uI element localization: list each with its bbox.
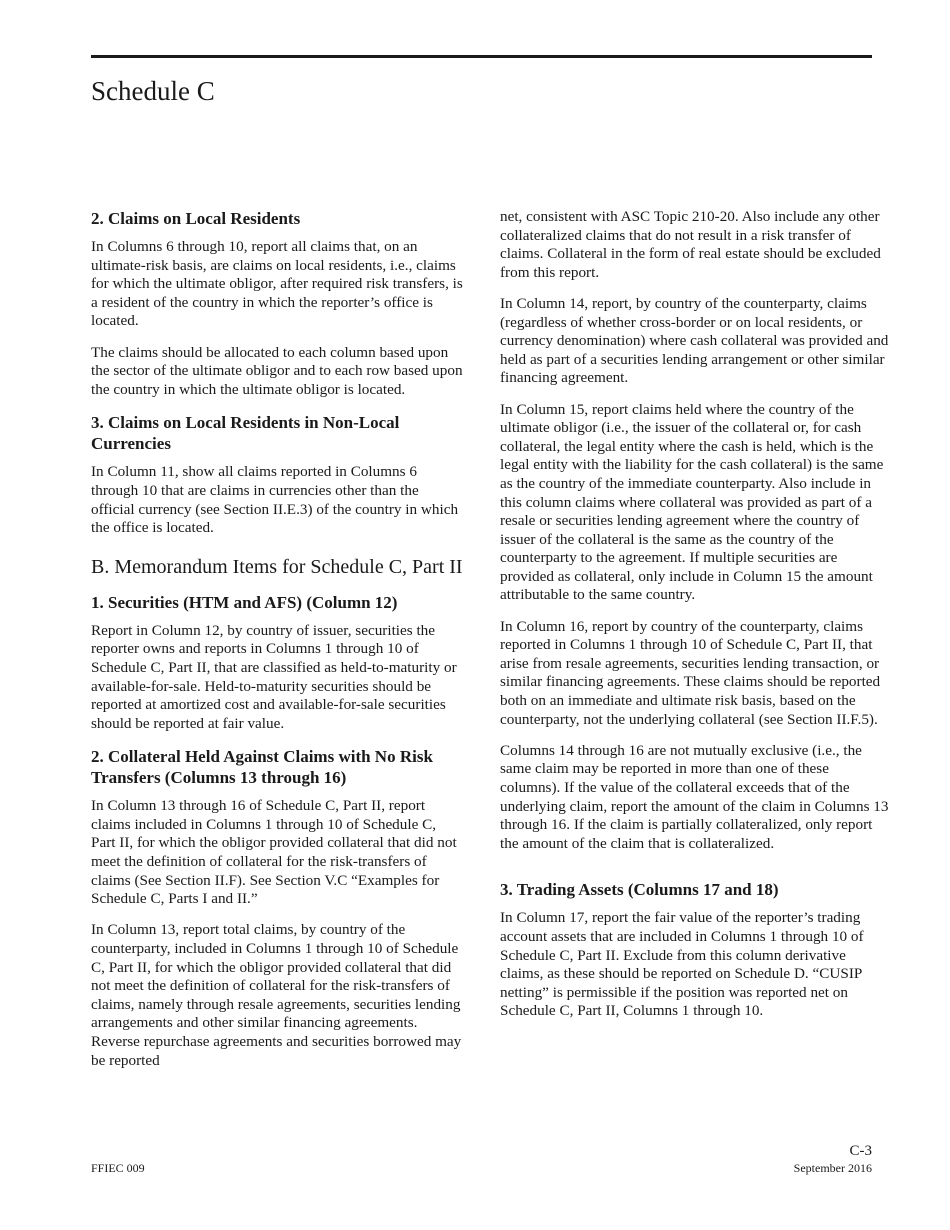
paragraph: In Column 15, report claims held where the country of the ultimate obligor (i.e., the issuer of the collateral or, for cash collateral, the legal entity where the cash is held, which is the legal entity with the liability for the cash collateral) is the same as the country of the immediate counterparty. Also include in this column claims where collateral was provided as part of a resale or securities lending agreement where the country of issuer of the collateral is the same as the country of the counterparty to the agreement. If multiple securities are provided as collateral, only include in Column 15 the amount attributable to the same country. — [500, 400, 884, 604]
paragraph: In Column 14, report, by country of the counterparty, claims (regardless of whether cross-border or on local residents, or currency denomination) where cash collateral was provided and held as part of a securities lending arrangement or other similar financing agreement. — [500, 294, 889, 387]
paragraph: In Columns 6 through 10, report all claims that, on an ultimate-risk basis, are claims on local residents, i.e., claims for which the ultimate obligor, after required risk transfers, is a resident of the country in which the reporter’s office is located. — [91, 238, 463, 330]
heading-memorandum-items: B. Memorandum Items for Schedule C, Part II — [91, 555, 463, 578]
paragraph: In Column 11, show all claims reported in Columns 6 through 10 that are claims in currencies other than the official currency (see Section II.E.3) of the country in which the office is located. — [91, 463, 459, 537]
right-column — [500, 208, 890, 1034]
footer-page-info — [794, 1143, 872, 1175]
heading-securities: 1. Securities (HTM and AFS) (Column 12) — [91, 592, 398, 612]
heading-claims-local-residents: 2. Claims on Local Residents — [91, 209, 301, 228]
paragraph: net, consistent with ASC Topic 210-20. Also include any other collateralized claims that do not result in a risk transfer of claims. Collateral in the form of real estate should be excluded from this report. — [500, 208, 881, 281]
header-rule — [91, 55, 872, 58]
heading-non-local-currencies: 3. Claims on Local Residents in Non-Local Currencies — [91, 413, 400, 454]
footer-date: September 2016 — [793, 1161, 872, 1175]
footer-form-id: FFIEC 009 — [91, 1161, 145, 1175]
paragraph: In Column 17, report the fair value of the reporter’s trading account assets that are included in Columns 1 through 10 of Schedule C, Part II. Exclude from this column derivative claims, as these should be reported on Schedule D. “CUSIP netting” is permissible if the position was reported net on Schedule C, Part II, Columns 1 through 10. — [500, 909, 864, 1020]
paragraph: The claims should be allocated to each column based upon the sector of the ultimate obligor and to each row based upon the country in which the ultimate obligor is located. — [91, 343, 463, 398]
paragraph: Report in Column 12, by country of issuer, securities the reporter owns and reports in Columns 1 through 10 of Schedule C, Part II, that are classified as held-to-maturity or available-for-sale. Held-to-maturity securities should be reported at amortized cost and available-for-sale securities should be reported at fair value. — [91, 621, 457, 732]
paragraph: In Column 13, report total claims, by country of the counterparty, included in Columns 1 through 10 of Schedule C, Part II, for which the obligor provided collateral that did not meet the definition of collateral for the risk-transfers of claims, namely through resale agreements, securities lending arrangements and other similar financing agreements. Reverse repurchase agreements and securities borrowed may be reported — [91, 921, 462, 1069]
page-number: C-3 — [849, 1143, 872, 1159]
heading-trading-assets: 3. Trading Assets (Columns 17 and 18) — [500, 880, 779, 900]
paragraph: Columns 14 through 16 are not mutually exclusive (i.e., the same claim may be reported in more than one of these columns). If the value of the collateral exceeds that of the underlying claim, report the amount of the claim in Columns 13 through 16. If the claim is partially collateralized, only report the amount of the claim that is collateralized. — [500, 741, 889, 852]
left-column — [91, 208, 463, 1083]
paragraph: In Column 13 through 16 of Schedule C, Part II, report claims included in Columns 1 through 10 of Schedule C, Part II, for which the obligor provided collateral that did not meet the definition of collateral for the risk-transfers of claims (See Section II.F). See Section V.C “Examples for Schedule C, Parts I and II.” — [91, 797, 457, 908]
heading-collateral-held: 2. Collateral Held Against Claims with No Risk Transfers (Columns 13 through 16) — [91, 747, 433, 788]
paragraph: In Column 16, report by country of the counterparty, claims reported in Columns 1 through 10 of Schedule C, Part II, that arise from resale agreements, securities lending transaction, or similar financing agreements. These claims should be reported both on an immediate and ultimate risk basis, based on the counterparty, not the underlying collateral (see Section II.F.5). — [500, 617, 881, 728]
page-title: Schedule C — [91, 76, 215, 106]
